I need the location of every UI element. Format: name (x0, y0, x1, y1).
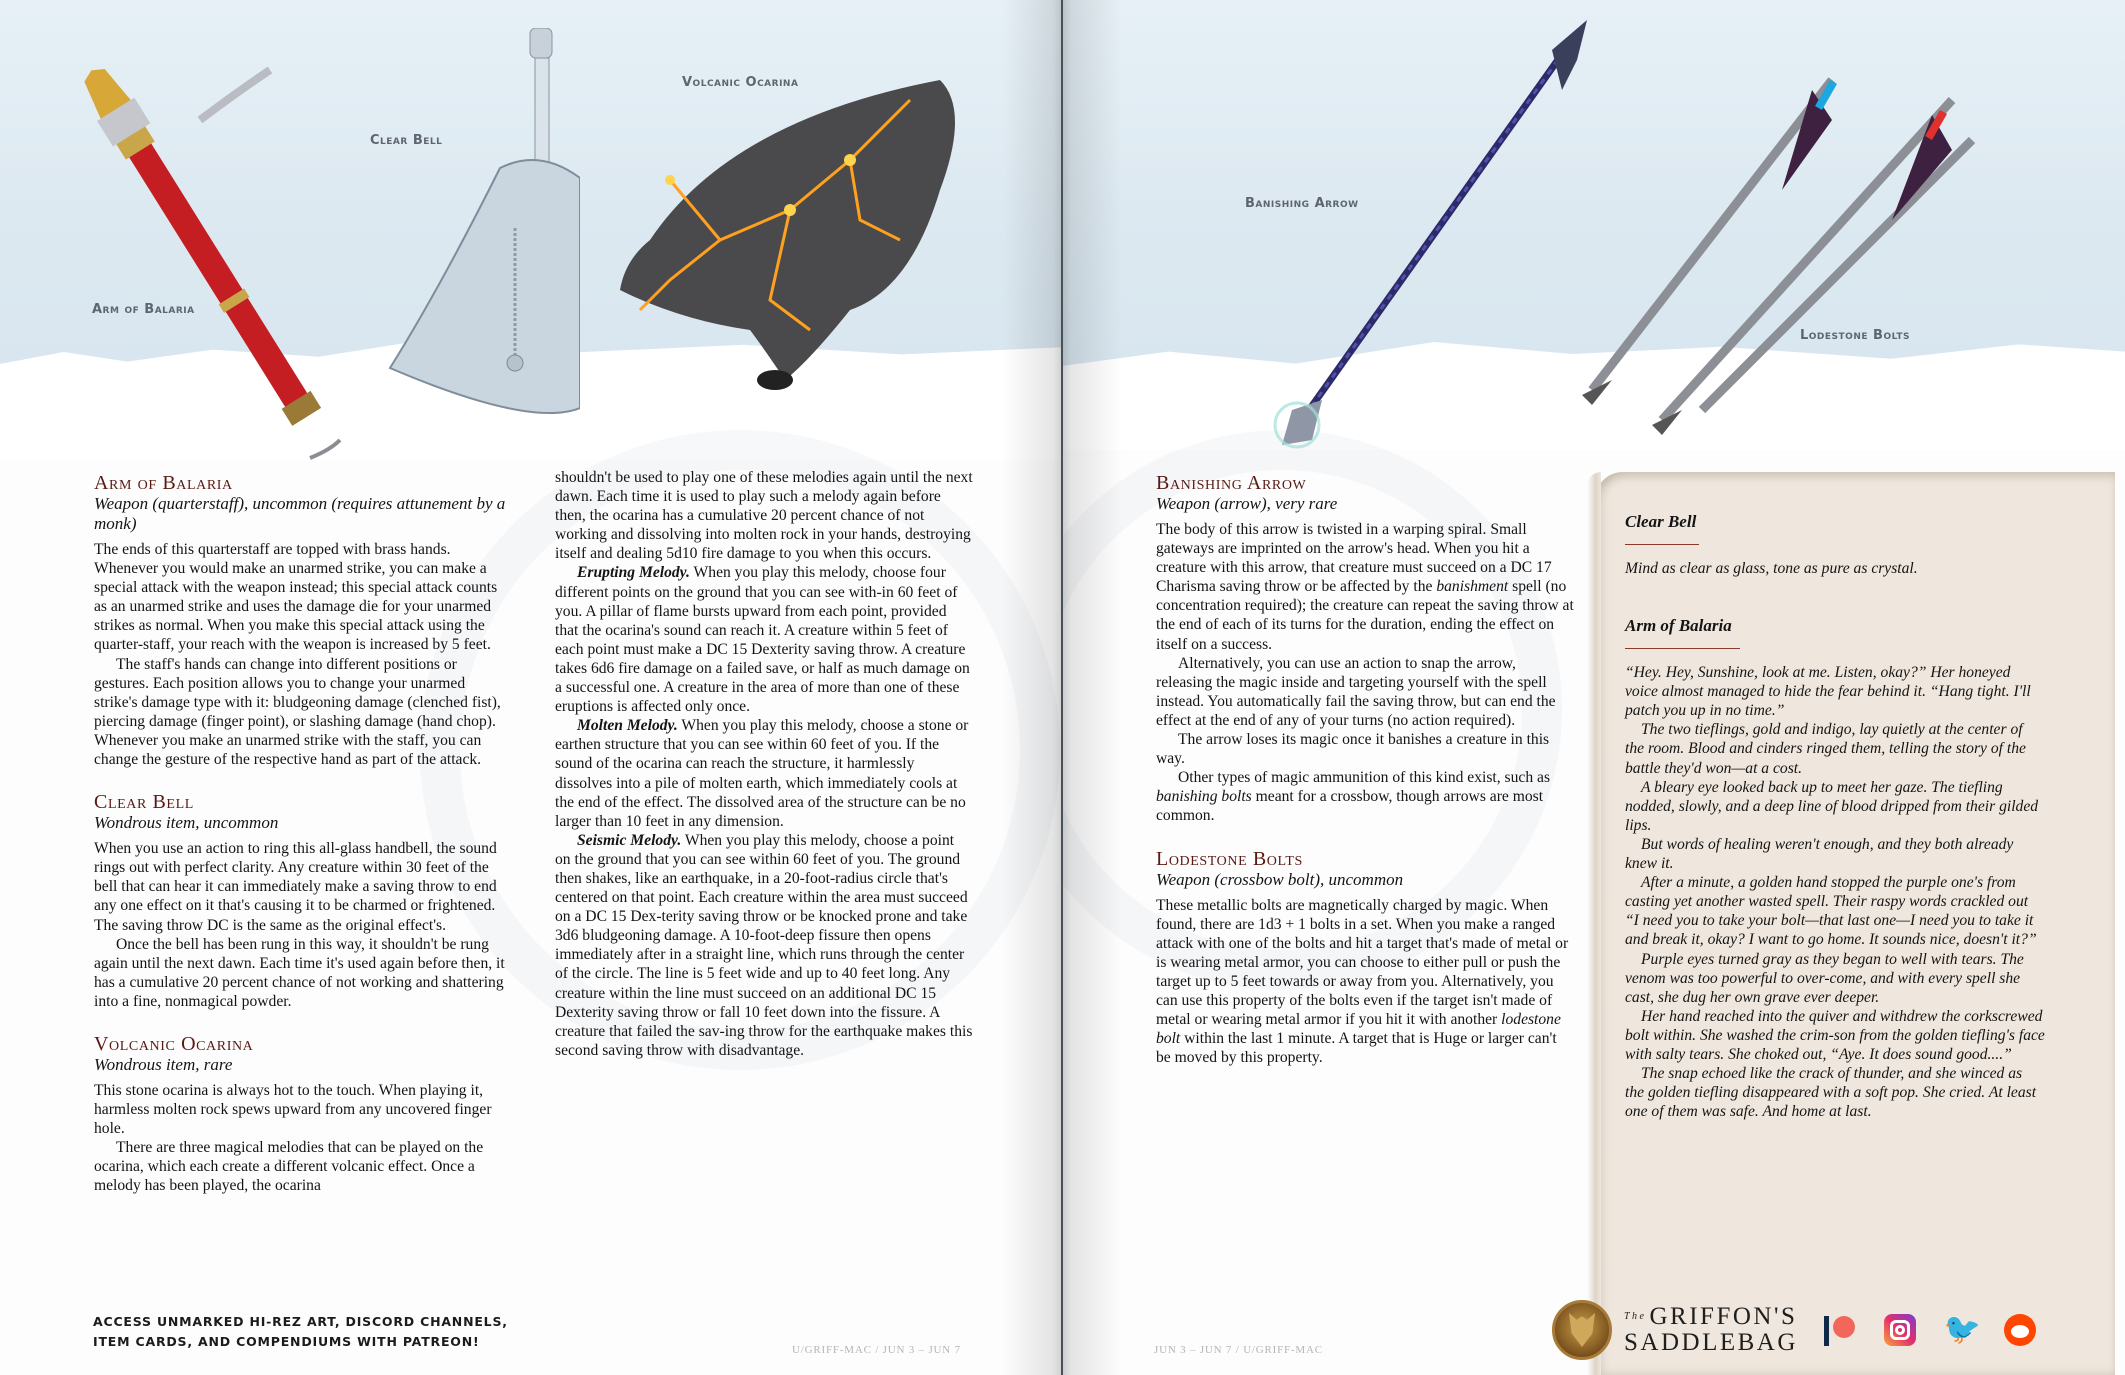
melody-label: Seismic Melody. (577, 831, 682, 849)
label-volcanic-ocarina: Volcanic Ocarina (682, 75, 799, 90)
item-description: shouldn't be used to play one of these melodies again until the next dawn. Each time it is used to play such a melody again before then, the ocarina has a cumulative 20 percent chance of not working and dissolving into molten rock in your hands, destroying itself and dealing 5d10 fire damage to you when this occurs. (555, 469, 973, 563)
patreon-promo-note[interactable] (93, 1312, 508, 1352)
right-column-1 (1156, 472, 1574, 1085)
text-run: spell (no concentration required); the creature can repeat the saving throw at the end of each of its turns for the duration, ending the effect on itself on a success. (1156, 578, 1574, 653)
item-title: Lodestone Bolts (1156, 847, 1303, 870)
text-run: Other types of magic ammunition of this kind exist, such as (1178, 769, 1551, 787)
brand-wordmark (1624, 1304, 1798, 1356)
story-paragraph: A bleary eye looked back up to meet her gaze. The tiefling nodded, slowly, and a deep line of blood dripped from their gilded lips. (1625, 778, 2039, 834)
heading-rule (1625, 648, 1740, 649)
griffon-badge-logo (1552, 1300, 1612, 1360)
gutter-shadow (1062, 0, 1122, 1375)
melody-label: Erupting Melody. (577, 564, 690, 582)
item-description (1156, 520, 1574, 654)
item-title: Arm of Balaria (94, 472, 233, 494)
item-lodestone-bolts (1156, 848, 1574, 1068)
spell-name: banishment (1436, 578, 1509, 596)
lore-text: Mind as clear as glass, tone as pure as crystal. (1625, 560, 1918, 577)
social-links (1824, 1314, 2036, 1346)
lodestone-bolts-illustration (1552, 60, 2072, 440)
melody-text: When you play this melody, choose a point on the ground that you can see within 60 feet of you. The ground then shakes, like an earthquake, in a 20-foot-radius circle that's centered on that point. Each creature within the area must succeed on a DC 15 Dex-terity saving throw or be knocked prone and take 3d6 bludgeoning damage. A 10-foot-deep fissure then opens immediately after in a straight line, which runs through the center of the circle. The line is 5 feet wide and up to 40 feet long. Any creature within the line must succeed on an additional DC 15 Dexterity saving throw or fall 10 feet down into the fissure. A creature that failed the sav-ing throw for the earthquake makes this second saving throw with disadvantage. (555, 831, 973, 1059)
lore-heading-arm-of-balaria: Arm of Balaria (1625, 616, 1732, 636)
item-description: This stone ocarina is always hot to the touch. When playing it, harmless molten rock spews upward from any uncovered finger hole. (94, 1081, 492, 1138)
item-reference: banishing bolts (1156, 788, 1252, 806)
item-banishing-arrow (1156, 472, 1574, 826)
story-paragraph: The snap echoed like the crack of thunder, and she winced as the golden tiefling disappeared with a soft pop. She cried. At least one of them was safe. And home at last. (1625, 1065, 2037, 1121)
left-page (0, 0, 1062, 1375)
melody-text: When you play this melody, choose a stone or earthen structure that you can see within 60 feet of you. If the sound of the ocarina can reach the structure, it harmlessly dissolves into a pile of molten earth, which immediately cools at the end of the effect. The dissolved area of the structure can be no larger than 10 feet in any dimension. (555, 717, 969, 830)
label-banishing-arrow: Banishing Arrow (1245, 196, 1359, 211)
story-paragraph: Purple eyes turned gray as they began to well with tears. The venom was too powerful to over-come, and with every spell she cast, she dug her own grave ever deeper. (1625, 950, 2024, 1006)
promo-line: ITEM CARDS, AND COMPENDIUMS WITH PATREON! (93, 1334, 480, 1349)
item-description: There are three magical melodies that can be played on the ocarina, which each create a different volcanic effect. Once a melody has been played, the ocarina (94, 1139, 484, 1195)
label-clear-bell: Clear Bell (370, 133, 443, 148)
text-run: These metallic bolts are magnetically charged by magic. When found, there are 1d3 + 1 bolts in a set. When you make a ranged attack with one of the bolts and hit a target that's made of metal or is wearing metal armor, you can choose to either pull or push the target up to 5 feet towards or away from you. Alternatively, you can use this property of the bolts even if the target isn't made of metal or wearing metal armor if you hit it with another (1156, 896, 1569, 1029)
item-subtitle: Weapon (arrow), very rare (1156, 494, 1338, 513)
twitter-icon[interactable]: 🐦 (1943, 1312, 1982, 1347)
item-subtitle: Wondrous item, uncommon (94, 813, 279, 833)
lore-content (1625, 512, 2045, 1121)
item-description: The ends of this quarterstaff are topped with brass hands. Whenever you would make an unarmed strike, you can make a special attack with the weapon instead; this special attack counts as an unarmed strike and uses the damage die for your unarmed strikes as normal. When you make this special attack using the quarter-staff, your reach with the weapon is increased by 5 feet. (94, 541, 498, 654)
item-title: Banishing Arrow (1156, 472, 1307, 494)
item-description: Once the bell has been rung in this way, it shouldn't be rung again until the next dawn. Each time it's used again before then, it has a cumulative 20 percent chance of not working and shattering into a fine, nonmagical powder. (94, 935, 505, 1010)
story-paragraph: Her hand reached into the quiver and withdrew the corkscrewed bolt within. She washed the crim-son from the golden tiefling's face with salty tears. She choked out, “Aye. It does sound good....” (1625, 1007, 2045, 1063)
volcanic-ocarina-illustration (610, 60, 990, 420)
item-reference: lodestone bolt (1156, 1011, 1561, 1048)
lore-heading-clear-bell: Clear Bell (1625, 512, 1697, 531)
melody-text: When you play this melody, choose four different points on the ground that you can see with-in 60 feet of you. A pillar of flame bursts upward from each point, provided that the ocarina's sound can reach it. A creature within 5 feet of each point must make a DC 15 Dexterity saving throw. A creature takes 6d6 fire damage on a failed save, or half as much damage on a successful one. A creature in the area of more than one of these eruptions is affected only once. (555, 564, 970, 716)
promo-line: ACCESS UNMARKED HI-REZ ART, DISCORD CHANNELS, (93, 1314, 508, 1329)
page-folio: U/GRIFF-MAC / JUN 3 – JUN 7 (792, 1344, 961, 1356)
heading-rule (1625, 544, 1699, 545)
label-lodestone-bolts: Lodestone Bolts (1800, 328, 1910, 343)
arm-of-balaria-illustration (40, 50, 400, 460)
left-column-2 (555, 468, 973, 1060)
brand-footer (1552, 1300, 2036, 1360)
label-arm-of-balaria: Arm of Balaria (92, 302, 195, 317)
item-description (1156, 768, 1574, 825)
item-description: When you use an action to ring this all-glass handbell, the sound rings out with perfect clarity. Any creature within 30 feet of the bell that can hear it can immediately make a saving throw to end any one effect on it that's causing it to be charmed or frightened. The saving throw DC is the same as the original effect's. (94, 840, 497, 934)
lore-sidebar (1595, 472, 2115, 1375)
reddit-icon[interactable] (2004, 1314, 2036, 1346)
brand-the: The (1624, 1311, 1647, 1322)
patreon-icon[interactable] (1824, 1314, 1856, 1346)
page-folio: JUN 3 – JUN 7 / U/GRIFF-MAC (1154, 1344, 1323, 1356)
instagram-icon[interactable] (1884, 1314, 1916, 1346)
item-title: Clear Bell (94, 791, 194, 814)
gutter-shadow (1002, 0, 1062, 1375)
item-clear-bell (94, 791, 512, 1011)
story-paragraph: After a minute, a golden hand stopped the purple one's from casting yet another wasted spell. Their raspy words crackled out “I need you to take your bolt—that last one—I need you to take it and break it, okay? I want to go home. It sounds nice, doesn't it?” (1625, 874, 2037, 949)
melody-erupting (555, 563, 973, 716)
item-subtitle: Wondrous item, rare (94, 1054, 233, 1074)
text-run: meant for a crossbow, though arrows are most common. (1156, 788, 1544, 825)
story-paragraph: But words of healing weren't enough, and they both already knew it. (1625, 835, 2014, 873)
item-arm-of-balaria (94, 472, 512, 769)
item-description: The arrow loses its magic once it banishes a creature in this way. (1156, 731, 1550, 768)
clear-bell-illustration (380, 28, 580, 428)
melody-seismic (555, 831, 973, 1060)
melody-molten (555, 716, 973, 831)
item-description: The staff's hands can change into different positions or gestures. Each position allows you to change your unarmed strike's damage type with it: bludgeoning damage (clenched fist), piercing damage (finger point), or slashing damage (hand chop). Whenever you make an unarmed strike with the staff, you can change the gesture of the respective hand as part of the attack. (94, 655, 501, 769)
item-title: Volcanic Ocarina (94, 1032, 254, 1055)
item-volcanic-ocarina (94, 1033, 512, 1196)
item-description (1156, 896, 1574, 1068)
text-run: The body of this arrow is twisted in a warping spiral. Small gateways are imprinted on the arrow's head. When you hit a creature with this arrow, that creature must succeed on a DC 17 Charisma saving throw or be affected by the (1156, 521, 1552, 596)
brand-line1: GRIFFON'S (1649, 1303, 1798, 1330)
left-column-1 (94, 472, 512, 1214)
item-subtitle: Weapon (crossbow bolt), uncommon (1156, 869, 1404, 889)
item-subtitle: Weapon (quarterstaff), uncommon (requires attunement by a monk) (94, 494, 506, 533)
story-paragraph: “Hey. Hey, Sunshine, look at me. Listen, okay?” Her honeyed voice almost managed to hide the fear behind it. “Hang tight. I'll patch you up in no time.” (1625, 664, 2031, 720)
text-run: within the last 1 minute. A target that is Huge or larger can't be moved by this property. (1156, 1030, 1557, 1067)
book-spine (1061, 0, 1063, 1375)
melody-label: Molten Melody. (577, 717, 678, 735)
story-paragraph: The two tieflings, gold and indigo, lay quietly at the center of the room. Blood and cinders ringed them, telling the story of the battle they'd won—at a cost. (1625, 721, 2026, 777)
brand-line2: SADDLEBAG (1624, 1329, 1798, 1356)
item-description: Alternatively, you can use an action to snap the arrow, releasing the magic inside and targeting yourself with the spell instead. You automatically fail the saving throw, but can end the effect at the end of any of your turns (no action required). (1156, 654, 1556, 729)
